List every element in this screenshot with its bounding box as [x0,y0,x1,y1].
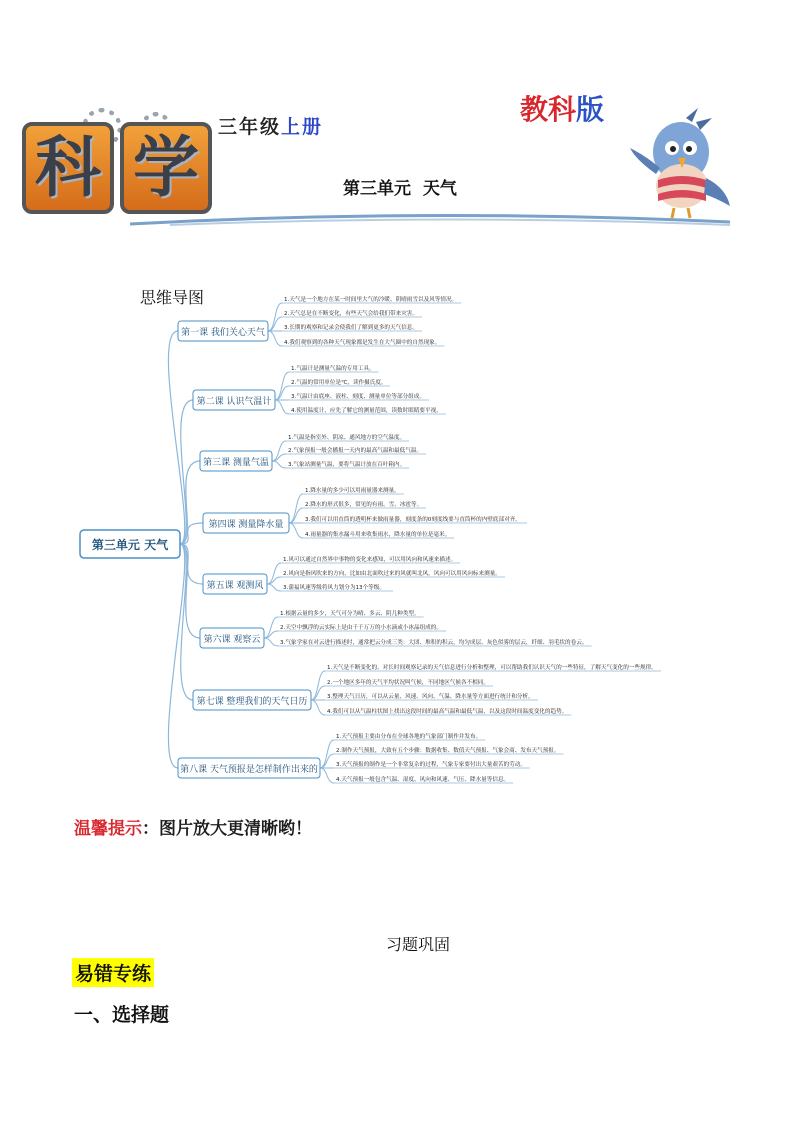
mindmap-lesson-label: 第一课 我们关心天气 [181,328,265,338]
mindmap-branch-line [180,400,193,544]
mindmap-point-text: 1.风可以通过自然界中事物的变化来感知，可以用风向和风速来描述。 [283,557,457,563]
mindmap-lesson-node [178,758,320,778]
mindmap-lesson-label: 第六课 观察云 [203,635,261,645]
mindmap-point-text: 1.天气是不断变化的。对长时间观察记录的天气信息进行分析和整理，可以帮助我们认识天气的一些特征，了解天气变化的一些规律。 [327,665,657,671]
section-heading: 一、选择题 [74,1004,170,1026]
mindmap-lesson-node [178,321,268,341]
mindmap-branch-line [168,544,184,768]
mindmap-point-text: 1.气温是指室外、阴凉、通风地方的空气温度。 [288,435,406,441]
mindmap-point-text: 4.使用温度计，应先了解它的测量范围，读数时眼睛要平视。 [291,408,442,414]
mindmap-leaf-line [311,686,325,700]
mindmap-point-text: 3.长期的观察和记录会使我们了解到更多的天气信息。 [284,325,418,331]
mindmap-leaf-line [268,331,282,346]
edition-label [520,88,604,128]
mindmap-point-text: 4.我们可以从气温柱状图上找出这段时间的最高气温和最低气温，以及这段时间温度变化的趋势。 [327,709,568,715]
edition-publisher: 教科 [520,93,577,126]
mindmap-lesson-node [193,390,275,410]
logo-char-tile [22,122,114,214]
mindmap-lesson-label: 第二课 认识气温计 [196,397,272,407]
tip-text: ：图片放大更清晰哟！ [142,819,312,839]
logo-char-tile [120,122,212,214]
mindmap-lesson-label: 第八课 天气预报是怎样制作出来的 [180,765,318,775]
logo-char: 学 [133,129,199,206]
edition-suffix: 版 [576,93,605,126]
mindmap-leaf-line [320,768,334,783]
mindmap-lesson-node [200,451,272,471]
mindmap-lesson-node [203,574,267,594]
mindmap-diagram [0,290,794,790]
mindmap-leaf-line [275,400,289,414]
mindmap-root-label: 第三单元 天气 [91,538,169,552]
mindmap-lesson-label: 第七课 整理我们的天气日历 [196,697,308,707]
grade-label [218,112,323,139]
mindmap-lesson-node [193,690,311,710]
mindmap-point-text: 1.天气预报主要由分布在全球各地的气象部门制作并发布。 [336,734,482,740]
mindmap-point-text: 1.天气是一个地方在某一时间里大气的冷暖、阴晴雨雪以及风等情况。 [284,297,458,303]
logo-char: 科 [35,129,101,206]
mindmap-point-text: 1.气温计是测量气温的专用工具。 [291,366,375,372]
mindmap-point-text: 3.我们可以用直筒的透明杯来做雨量器，刻度条的0刻度线要与直筒杯的内壁底部对齐。 [305,517,521,523]
mindmap-point-text: 2.风向是指风吹来的方向，比如由北面吹过来的风就叫北风。风向可以用风向标来测量。 [283,571,501,577]
mindmap-leaf-line [289,523,303,538]
mindmap-point-text: 4.我们观察到的各种天气现象都是发生在大气圈中的自然现象。 [284,340,441,346]
mindmap-point-text: 2.降水的形式很多，常见的有雨、雪、冰雹等。 [305,502,423,508]
grade-text: 三年级 [218,116,282,138]
mindmap-point-text: 4.雨量器的集水漏斗用来收集雨水，降水量的单位是毫米。 [305,532,451,538]
mindmap-branch-line [168,331,184,544]
mindmap-point-text: 3.气象学家在对云进行描述时，通常把云分成三类：大团、堆积的积云，均匀成层、灰色似雾的层云，纤细、羽毛状的卷云。 [280,640,588,646]
mindmap-point-text: 3.整理天气日历，可以从云量、风速、风向、气温、降水量等方面进行统计和分析。 [327,694,534,700]
mindmap-point-text: 2.一个地区多年的天气平均状况叫气候，不同地区气候各不相同。 [327,680,489,686]
mindmap-lesson-label: 第三课 测量气温 [203,458,269,468]
subject-logo [22,122,222,218]
mindmap-point-text: 3.蒲福风速等级将风力划分为13个等级。 [283,585,385,591]
mindmap-heading: 思维导图 [140,288,205,307]
practice-title: 习题巩固 [386,935,451,954]
mindmap-point-text: 3.天气预报的制作是一个非常复杂的过程，气象专家要付出大量艰苦的劳动。 [336,762,526,768]
mindmap-root [80,530,180,558]
mindmap-leaf-line [272,461,286,468]
mindmap-lesson-node [200,628,264,648]
bird-mascot-icon [626,108,731,220]
unit-title: 第三单元 天气 [343,179,457,199]
mindmap-point-text: 1.降水量的多少可以用雨量器来测量。 [305,488,400,494]
mindmap-leaf-line [311,700,325,715]
mindmap-leaf-line [267,584,281,591]
mindmap-point-text: 2.天空中飘浮的云实际上是由千千万万的小水滴或小冰晶组成的。 [280,625,442,631]
mindmap-lesson-label: 第五课 观测风 [206,581,264,591]
tip-line [74,814,312,839]
mindmap-point-text: 2.天气总是在不断变化，有些天气会给我们带来灾害。 [284,311,418,317]
mindmap-point-text: 2.气温的常用单位是℃，读作摄氏度。 [291,380,387,386]
mindmap-point-text: 3.气温计由底座、液柱、刻度、测量单位等部分组成。 [291,394,425,400]
mindmap-point-text: 4.天气预报一般包含气温、湿度、风向和风速、气压、降水量等信息。 [336,777,510,783]
mindmap-lesson-node [203,513,289,533]
mindmap-point-text: 2.制作天气预报，大致有五个步骤：数据收集、数值天气预报、气象会商、发布天气预报。 [336,748,560,754]
mindmap-point-text: 2.气象预报一般会播报一天内的最高气温和最低气温。 [288,448,422,454]
term-text: 上册 [281,116,324,138]
mindmap-point-text: 3.气象站测量气温，要将气温计放在百叶箱内。 [288,462,406,468]
tip-label: 温馨提示 [74,819,142,839]
mindmap-lesson-label: 第四课 测量降水量 [208,520,284,530]
error-drill-heading: 易错专练 [72,958,154,987]
mindmap-leaf-line [264,638,278,646]
mindmap-leaf-line [311,671,325,700]
mindmap-point-text: 1.根据云量的多少，天气可分为晴、多云、阴几种类型。 [280,611,420,617]
